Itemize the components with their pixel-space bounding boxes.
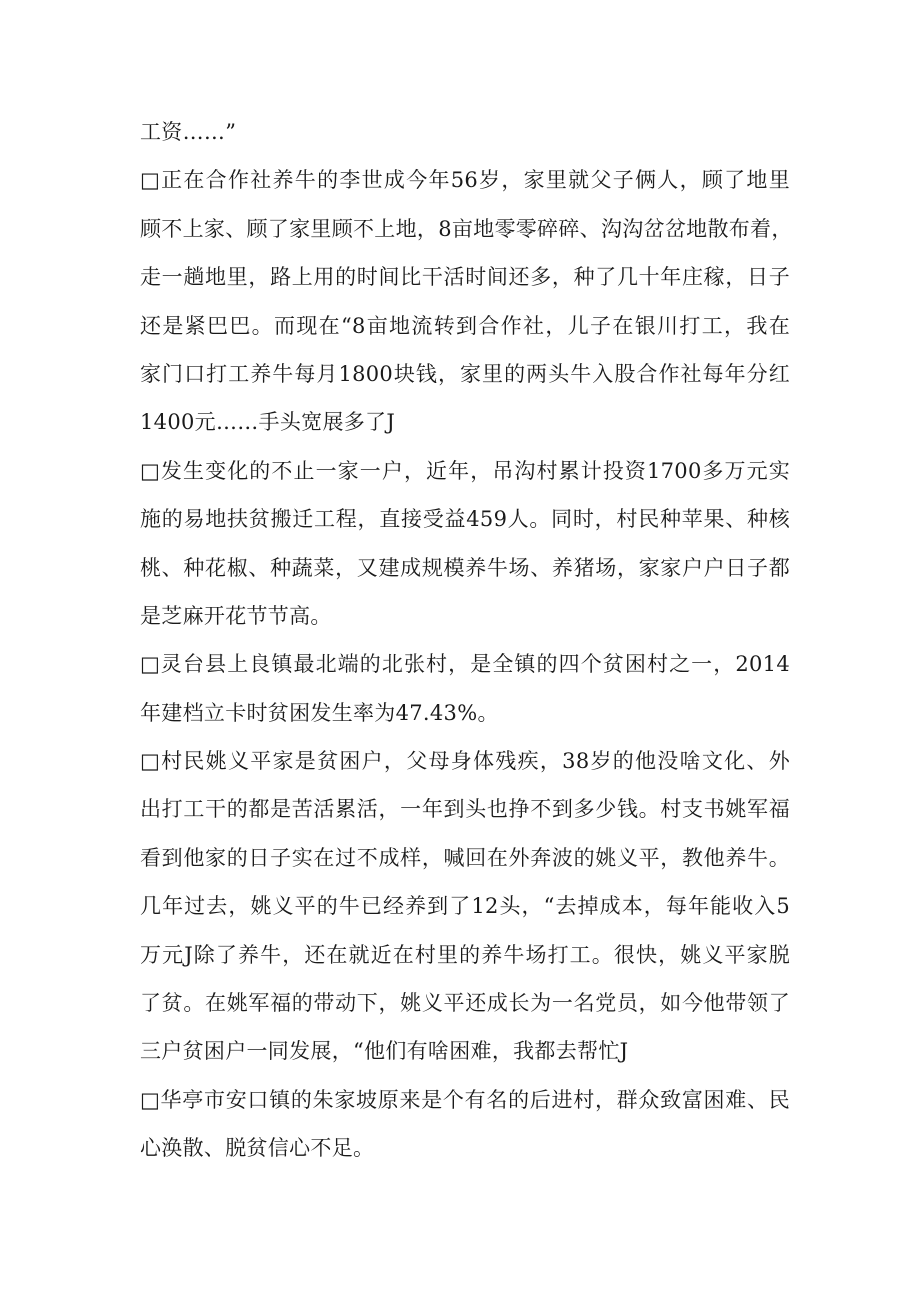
text-line: 心涣散、脱贫信心不足。 — [140, 1136, 375, 1161]
paragraph — [140, 737, 790, 1076]
text-line: 1400元……手头宽展多了J — [140, 410, 396, 435]
text-line: 还是紧巴巴。而现在“8亩地流转到合作社，儿子在银川打工，我在 — [140, 313, 790, 338]
text-line: 顾不上家、顾了家里顾不上地，8亩地零零碎碎、沟沟岔岔地散布着， — [140, 216, 793, 241]
article-body — [140, 108, 793, 1173]
text-line: 施的易地扶贫搬迁工程，直接受益459人。同时，村民种苹果、种核 — [140, 507, 790, 532]
text-line: □村民姚义平家是贫困户，父母身体残疾，38岁的他没啥文化、外 — [140, 749, 790, 774]
text-line: 桃、种花椒、种蔬菜，又建成规模养牛场、养猪场，家家户户日子都 — [140, 555, 790, 580]
text-line: 几年过去，姚义平的牛已经养到了12头，“去掉成本，每年能收入5 — [140, 894, 790, 919]
text-line: □正在合作社养牛的李世成今年56岁，家里就父子俩人，顾了地里 — [140, 168, 790, 193]
text-line: □华亭市安口镇的朱家坡原来是个有名的后进村，群众致富困难、民 — [140, 1087, 790, 1112]
paragraph — [140, 108, 790, 156]
text-line: 走一趟地里，路上用的时间比干活时间还多，种了几十年庄稼，日子 — [140, 265, 790, 290]
paragraph — [140, 447, 790, 641]
paragraph — [140, 640, 790, 737]
text-line: 工资……” — [140, 120, 237, 144]
text-line: 万元J除了养牛，还在就近在村里的养牛场打工。很快，姚义平家脱 — [140, 942, 790, 967]
text-line: 年建档立卡时贫困发生率为47.43%。 — [140, 700, 499, 725]
paragraph — [140, 1076, 790, 1173]
text-line: 是芝麻开花节节高。 — [140, 603, 332, 628]
text-line: 了贫。在姚军福的带动下，姚义平还成长为一名党员，如今他带领了 — [140, 991, 790, 1016]
paragraph — [140, 156, 793, 446]
text-line: □灵台县上良镇最北端的北张村，是全镇的四个贫困村之一，2014 — [140, 652, 790, 677]
text-line: 看到他家的日子实在过不成样，喊回在外奔波的姚义平，教他养牛。 — [140, 845, 790, 870]
text-line: 三户贫困户一同发展，“他们有啥困难，我都去帮忙J — [140, 1039, 629, 1064]
text-line: 出打工干的都是苦活累活，一年到头也挣不到多少钱。村支书姚军福 — [140, 797, 790, 822]
text-line: 家门口打工养牛每月1800块钱，家里的两头牛入股合作社每年分红 — [140, 361, 790, 386]
text-line: □发生变化的不止一家一户，近年，吊沟村累计投资1700多万元实 — [140, 458, 790, 483]
